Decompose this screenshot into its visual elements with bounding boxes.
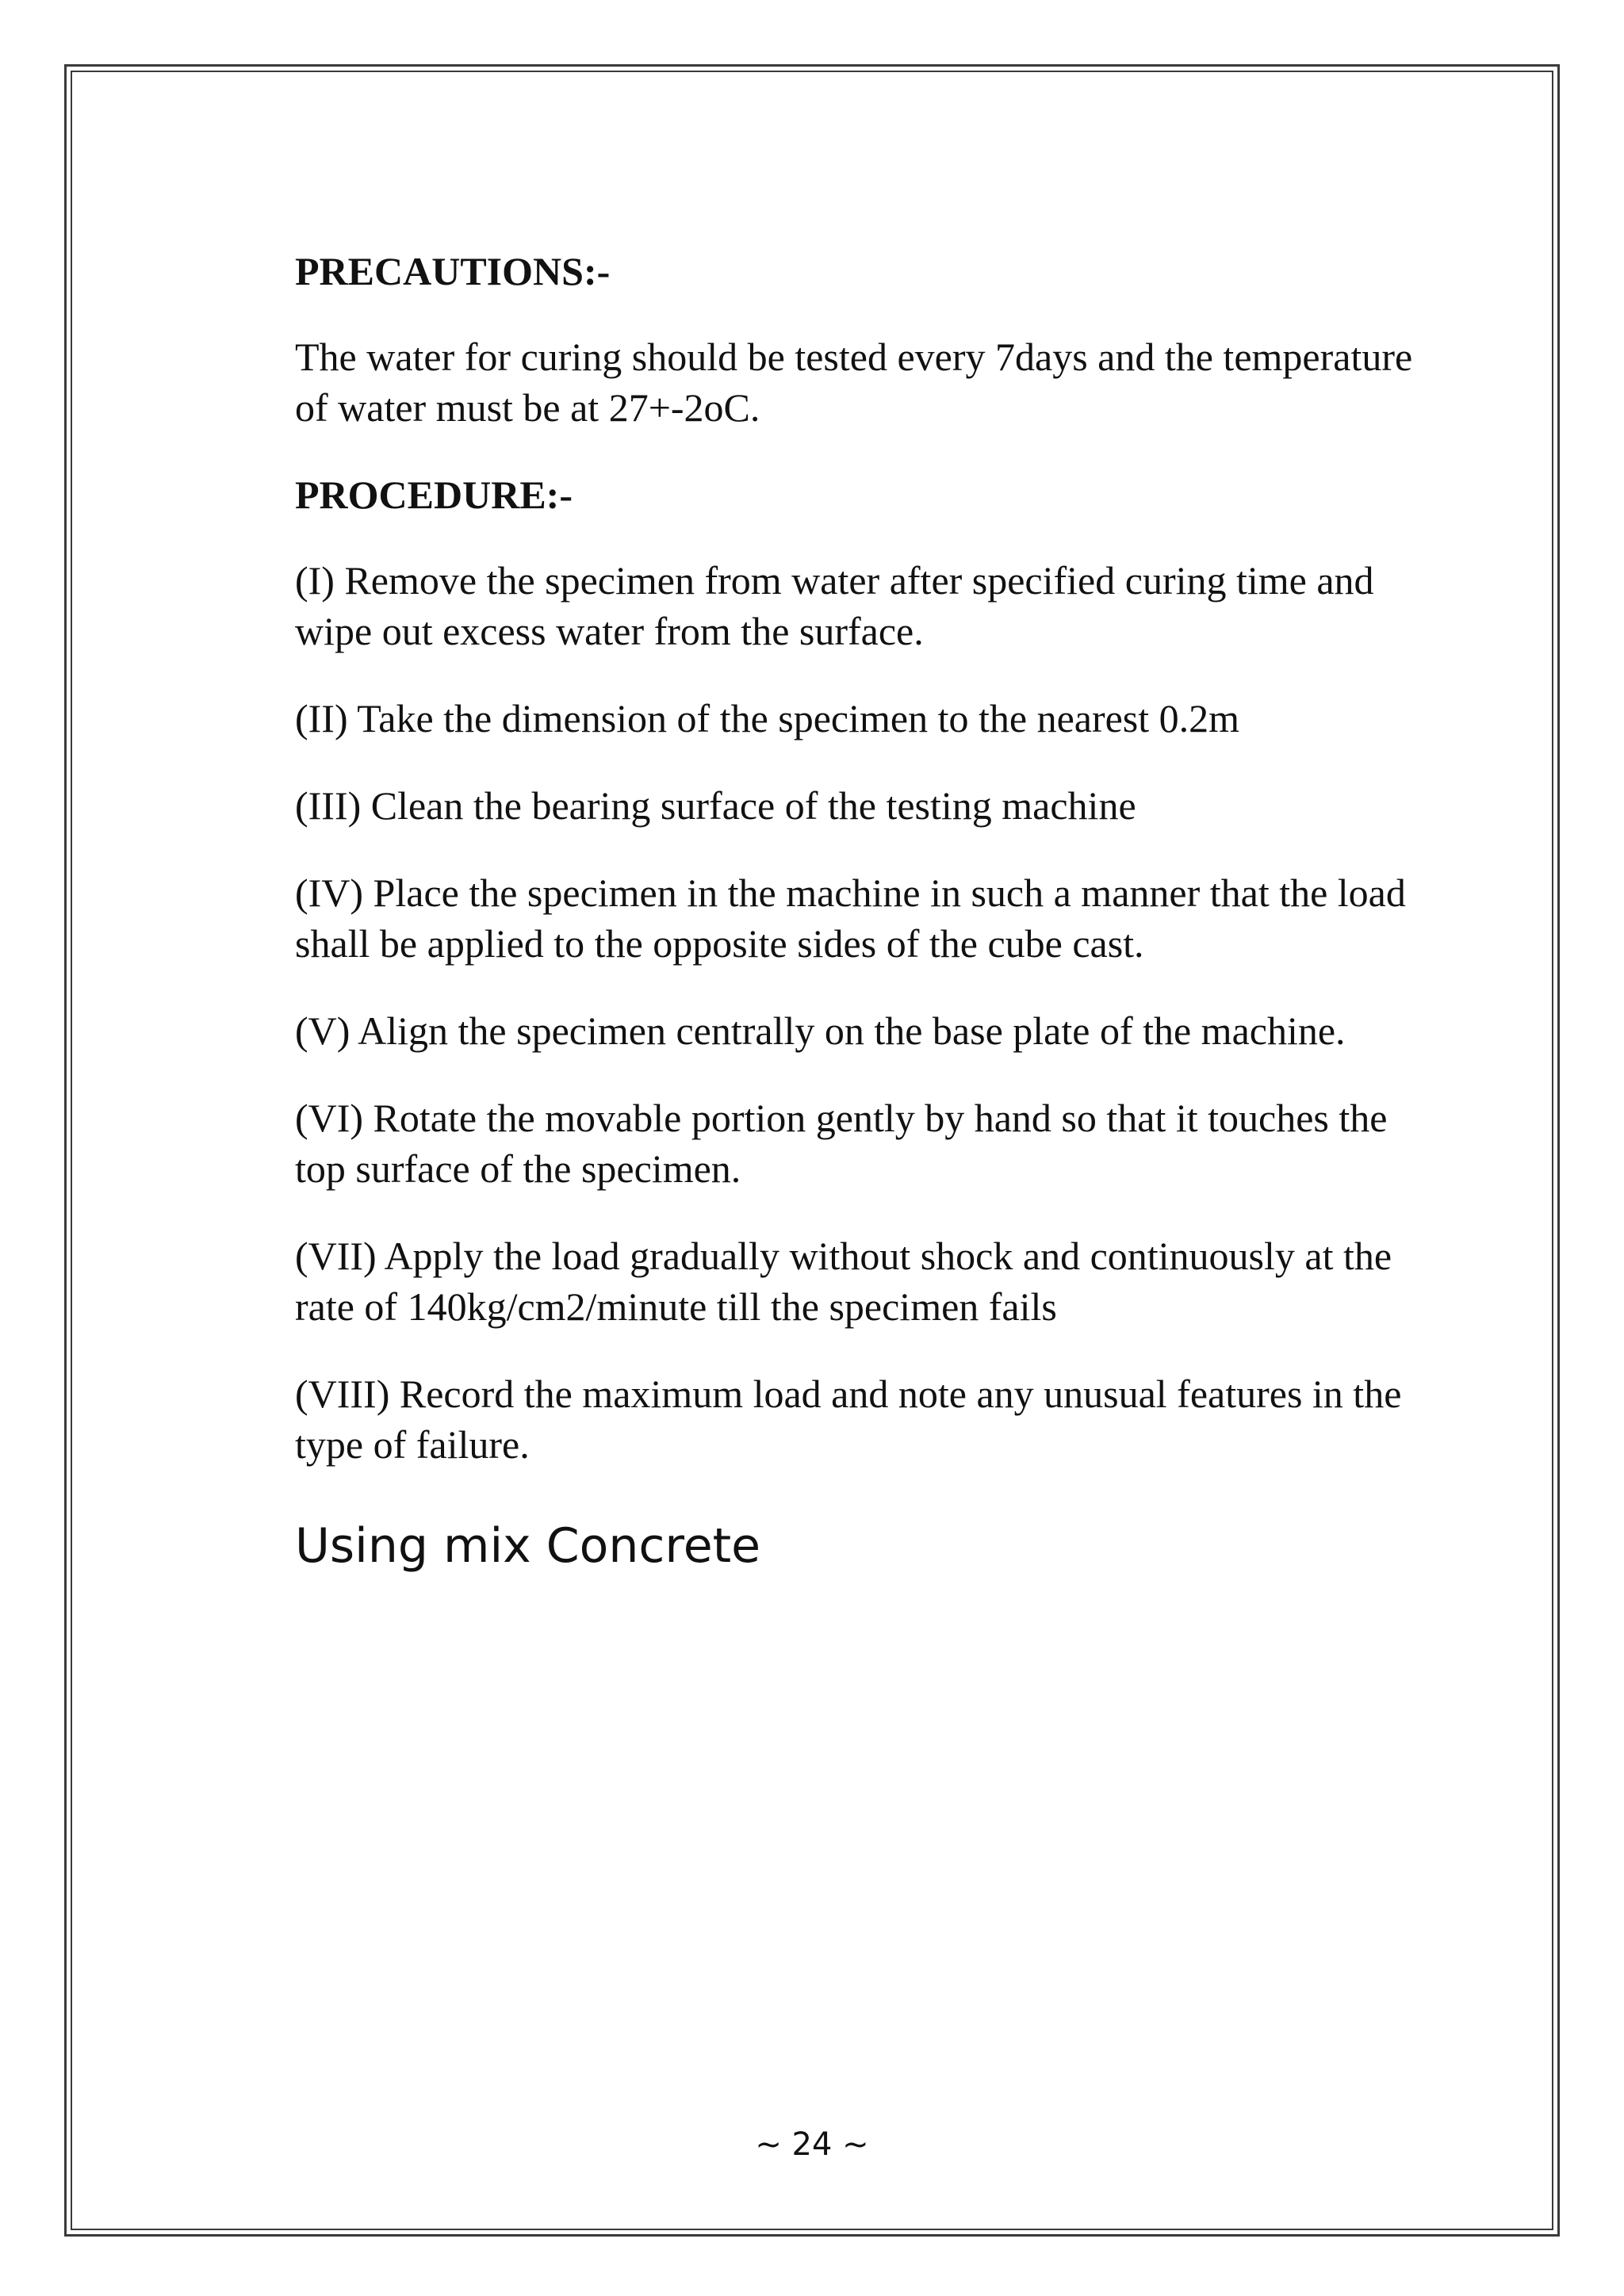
procedure-step: (VI) Rotate the movable portion gently by hand so that it touches the top surface of the specimen. [295, 1096, 1388, 1191]
precautions-text: The water for curing should be tested every 7days and the temperature of water must be at 27+-2oC. [295, 335, 1413, 430]
procedure-heading: PROCEDURE:- [295, 473, 573, 517]
procedure-step: (VIII) Record the maximum load and note any unusual features in the type of failure. [295, 1372, 1402, 1467]
procedure-step: (II) Take the dimension of the specimen to the nearest 0.2m [295, 696, 1240, 740]
procedure-step: (VII) Apply the load gradually without shock and continuously at the rate of 140kg/cm2/minute till the specimen fails [295, 1234, 1392, 1329]
procedure-step: (IV) Place the specimen in the machine in such a manner that the load shall be applied to the opposite sides of the cube cast. [295, 871, 1406, 966]
procedure-step: (I) Remove the specimen from water after specified curing time and wipe out excess water from the surface. [295, 558, 1374, 653]
page-content [295, 246, 1437, 1578]
procedure-step: (III) Clean the bearing surface of the testing machine [295, 783, 1136, 828]
section-title: Using mix Concrete [295, 1518, 761, 1574]
page-number: ~ 24 ~ [755, 2126, 869, 2163]
procedure-step: (V) Align the specimen centrally on the base plate of the machine. [295, 1008, 1346, 1053]
precautions-heading: PRECAUTIONS:- [295, 249, 611, 293]
